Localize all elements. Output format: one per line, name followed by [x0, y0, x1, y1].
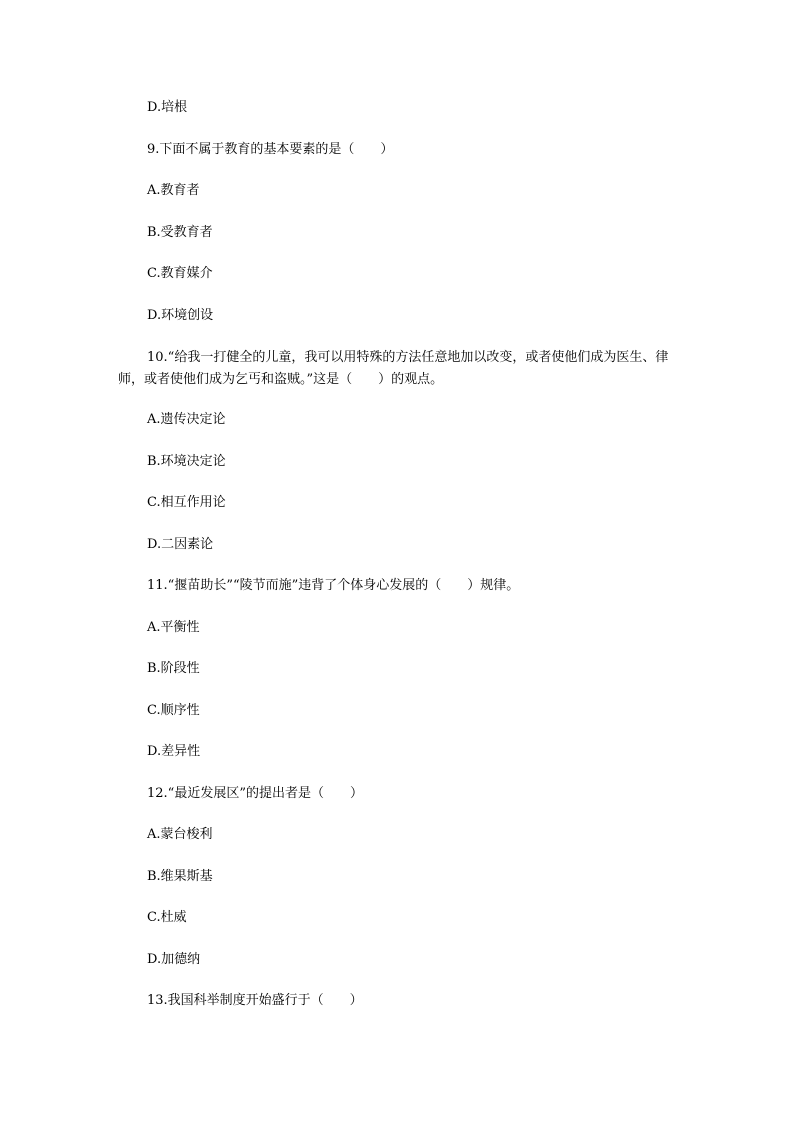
- option-9c: C.教育媒介: [147, 266, 213, 281]
- option-8d: D.培根: [147, 100, 188, 115]
- question-13: 13.我国科举制度开始盛行于（ ）: [147, 993, 363, 1008]
- question-10: 10.“给我一打健全的儿童，我可以用特殊的方法任意地加以改变，或者使他们成为医生、律师，或者使他们成为乞丐和盗贼。”这是（ ）的观点。: [118, 350, 669, 387]
- option-9b: B.受教育者: [147, 225, 213, 240]
- option-12d: D.加德纳: [147, 952, 201, 967]
- option-12a: A.蒙台梭利: [147, 827, 213, 842]
- option-10a: A.遗传决定论: [147, 412, 226, 427]
- question-9: 9.下面不属于教育的基本要素的是（ ）: [147, 142, 394, 157]
- option-12b: B.维果斯基: [147, 869, 213, 884]
- question-12: 12.“最近发展区”的提出者是（ ）: [147, 786, 363, 801]
- question-11: 11.“揠苗助长”“陵节而施”违背了个体身心发展的（ ）规律。: [147, 578, 520, 593]
- option-11b: B.阶段性: [147, 661, 200, 676]
- option-12c: C.杜威: [147, 910, 187, 925]
- option-9d: D.环境创设: [147, 308, 214, 323]
- option-11a: A.平衡性: [147, 620, 200, 635]
- option-10b: B.环境决定论: [147, 454, 226, 469]
- option-10d: D.二因素论: [147, 537, 214, 552]
- option-10c: C.相互作用论: [147, 495, 226, 510]
- option-9a: A.教育者: [147, 183, 200, 198]
- option-11c: C.顺序性: [147, 703, 200, 718]
- option-11d: D.差异性: [147, 744, 201, 759]
